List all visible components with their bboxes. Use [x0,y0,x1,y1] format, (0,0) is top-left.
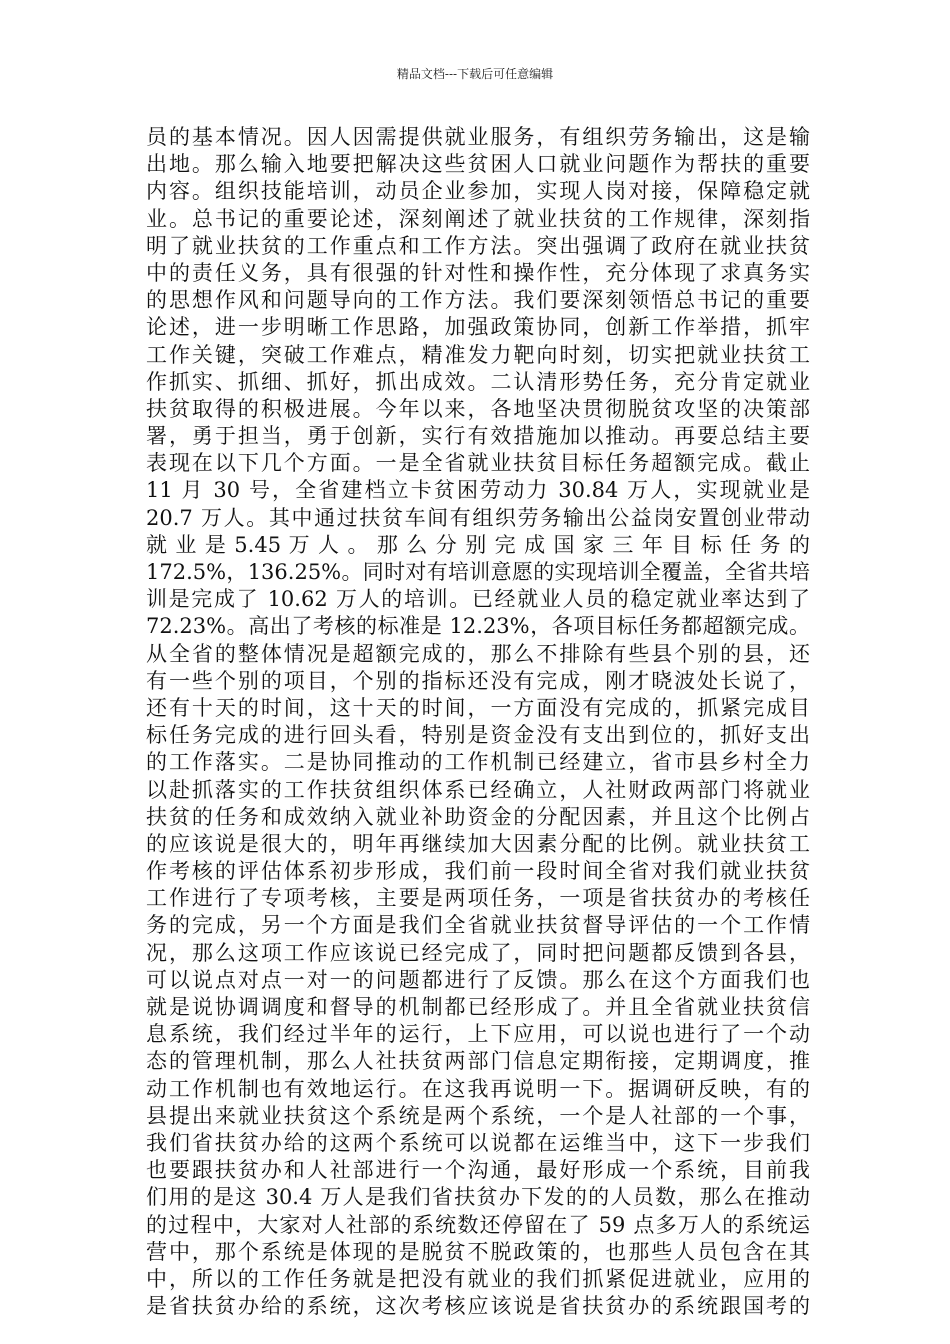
paragraph-line: 内容。组织技能培训，动员企业参加，实现人岗对接，保障稳定就 [146,179,810,204]
paragraph-line: 从全省的整体情况是超额完成的，那么不排除有些县个别的县，还 [146,641,810,666]
paragraph-line: 也要跟扶贫办和人社部进行一个沟通，最好形成一个系统，目前我 [146,1158,810,1183]
paragraph-line: 们用的是这 30.4 万人是我们省扶贫办下发的的人员数，那么在推动 [146,1185,810,1210]
paragraph-line: 态的管理机制，那么人社扶贫两部门信息定期衔接，定期调度，推 [146,1049,810,1074]
paragraph-line: 还有十天的时间，这十天的时间，一方面没有完成的，抓紧完成目 [146,695,810,720]
paragraph-line: 的过程中，大家对人社部的系统数还停留在了 59 点多万人的系统运 [146,1212,810,1237]
paragraph-line: 就是说协调调度和督导的机制都已经形成了。并且全省就业扶贫信 [146,995,810,1019]
page-header: 精品文档---下载后可任意编辑 [396,67,554,81]
paragraph-line: 就 业 是 5.45 万 人 。 那 么 分 别 完 成 国 家 三 年 目 标 任 务 的 [146,532,810,557]
paragraph-line: 我们省扶贫办给的这两个系统可以说都在运维当中，这下一步我们 [146,1130,810,1155]
paragraph-line: 可以说点对点一对一的问题都进行了反馈。那么在这个方面我们也 [146,967,810,992]
paragraph-line: 作抓实、抓细、抓好，抓出成效。二认清形势任务，充分肯定就业 [146,369,810,394]
paragraph-line: 72.23%。高出了考核的标准是 12.23%，各项目标任务都超额完成。 [146,614,810,639]
paragraph-line: 的思想作风和问题导向的工作方法。我们要深刻领悟总书记的重要 [146,288,810,313]
document-body [146,124,810,1320]
paragraph-line: 的应该说是很大的，明年再继续加大因素分配的比例。就业扶贫工 [146,831,810,856]
paragraph-line: 动工作机制也有效地运行。在这我再说明一下。据调研反映，有的 [146,1076,810,1101]
paragraph-line: 息系统，我们经过半年的运行，上下应用，可以说也进行了一个动 [146,1022,810,1047]
paragraph-line: 出地。那么输入地要把解决这些贫困人口就业问题作为帮扶的重要 [146,152,810,177]
paragraph-line: 务的完成，另一个方面是我们全省就业扶贫督导评估的一个工作情 [146,913,810,938]
paragraph-line: 的工作落实。二是协同推动的工作机制已经建立，省市县乡村全力 [146,750,810,775]
paragraph-line: 中的责任义务，具有很强的针对性和操作性，充分体现了求真务实 [146,260,810,285]
paragraph-line: 扶贫的任务和成效纳入就业补助资金的分配因素，并且这个比例占 [146,804,810,829]
paragraph-line: 以赴抓落实的工作扶贫组织体系已经确立，人社财政两部门将就业 [146,777,810,802]
paragraph-line: 工作关键，突破工作难点，精准发力靶向时刻，切实把就业扶贫工 [146,342,810,367]
paragraph-line: 署，勇于担当，勇于创新，实行有效措施加以推动。再要总结主要 [146,424,810,449]
paragraph-line: 20.7 万人。其中通过扶贫车间有组织劳务输出公益岗安置创业带动 [146,505,810,530]
paragraph-line: 扶贫取得的积极进展。今年以来，各地坚决贯彻脱贫攻坚的决策部 [146,396,810,421]
paragraph-line: 表现在以下几个方面。一是全省就业扶贫目标任务超额完成。截止 [146,451,810,476]
paragraph-line: 明了就业扶贫的工作重点和工作方法。突出强调了政府在就业扶贫 [146,233,810,258]
paragraph-line: 有一些个别的项目，个别的指标还没有完成，刚才晓波处长说了， [146,668,810,693]
paragraph-line: 是省扶贫办给的系统，这次考核应该说是省扶贫办的系统跟国考的 [146,1294,810,1319]
paragraph-line: 中，所以的工作任务就是把没有就业的我们抓紧促进就业，应用的 [146,1266,810,1291]
paragraph-line: 员的基本情况。因人因需提供就业服务，有组织劳务输出，这是输 [146,125,810,149]
paragraph-line: 作考核的评估体系初步形成，我们前一段时间全省对我们就业扶贫 [146,859,810,884]
paragraph-line: 训是完成了 10.62 万人的培训。已经就业人员的稳定就业率达到了 [146,587,810,612]
paragraph-line: 县提出来就业扶贫这个系统是两个系统，一个是人社部的一个事， [146,1103,810,1128]
paragraph-line: 172.5%，136.25%。同时对有培训意愿的实现培训全覆盖，全省共培 [146,560,810,584]
paragraph-line: 论述，进一步明晰工作思路，加强政策协同，创新工作举措，抓牢 [146,315,810,340]
paragraph-line: 标任务完成的进行回头看，特别是资金没有支出到位的，抓好支出 [146,723,810,748]
paragraph-line: 工作进行了专项考核，主要是两项任务，一项是省扶贫办的考核任 [146,886,810,911]
paragraph-line: 业。总书记的重要论述，深刻阐述了就业扶贫的工作规律，深刻指 [146,206,810,231]
paragraph-line: 营中，那个系统是体现的是脱贫不脱政策的，也那些人员包含在其 [146,1239,810,1264]
paragraph-line: 况，那么这项工作应该说已经完成了，同时把问题都反馈到各县， [146,940,810,965]
paragraph-line: 11 月 30 号，全省建档立卡贫困劳动力 30.84 万人，实现就业是 [146,478,810,503]
